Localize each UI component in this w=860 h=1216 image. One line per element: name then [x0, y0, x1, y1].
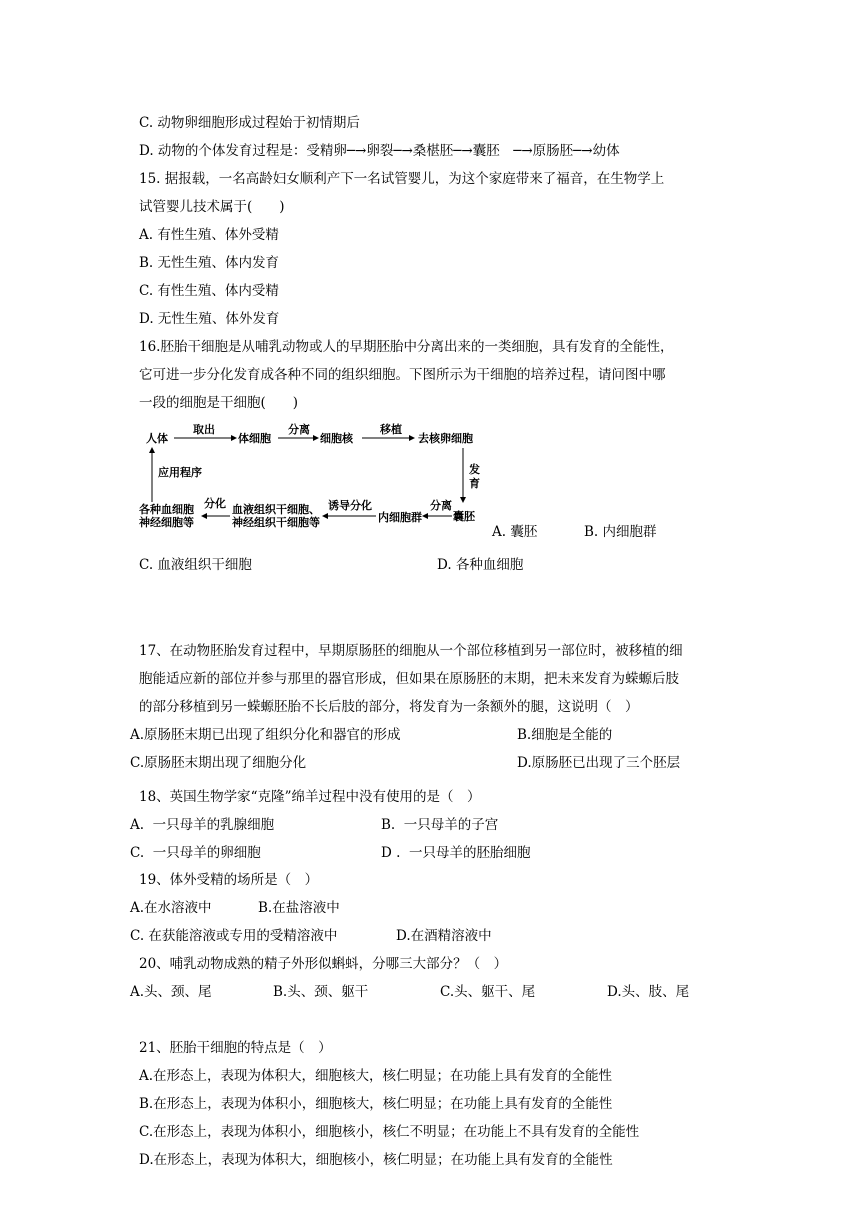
answer-option: C.原肠胚末期出现了细胞分化 — [130, 755, 307, 771]
text-line: D. 动物的个体发育过程是：受精卵─→卵裂─→桑椹胚─→囊胚 ─→原肠胚─→幼体 — [139, 143, 620, 159]
label-youdao: 诱导分化 — [328, 499, 372, 512]
answer-option: A.原肠胚末期已出现了组织分化和器官的形成 — [130, 727, 401, 743]
text-line: 胞能适应新的部位并参与那里的器官形成，但如果在原肠胚的末期，把未来发育为蝾螈后肢 — [139, 671, 679, 687]
node-gezhong2: 神经细胞等 — [139, 516, 194, 529]
node-gezhong1: 各种血细胞 — [139, 503, 194, 516]
node-quhe: 去核卵细胞 — [418, 432, 473, 445]
answer-option: C. 一只母羊的卵细胞 — [130, 845, 261, 861]
text-line: A.在形态上，表现为体积大，细胞核大，核仁明显；在功能上具有发育的全能性 — [139, 1068, 613, 1084]
label-yizhi: 移植 — [380, 423, 402, 436]
text-line: C.在形态上，表现为体积小，细胞核小，核仁不明显；在功能上不具有发育的全能性 — [139, 1124, 640, 1140]
node-xueye2: 神经组织干细胞等 — [232, 516, 320, 529]
label-yingyong: 应用程序 — [158, 466, 202, 479]
answer-option: B.在盐溶液中 — [258, 900, 340, 916]
text-line: D.在形态上，表现为体积大，细胞核小，核仁明显；在功能上具有发育的全能性 — [139, 1152, 613, 1168]
text-line: 试管婴儿技术属于( ) — [139, 199, 285, 215]
answer-option: B.细胞是全能的 — [517, 727, 613, 743]
answer-option: D.在酒精溶液中 — [396, 928, 492, 944]
text-line: D. 无性生殖、体外发育 — [139, 311, 280, 327]
answer-option: A.在水溶液中 — [130, 900, 212, 916]
text-line: 它可进一步分化发育成各种不同的组织细胞。下图所示为干细胞的培养过程，请问图中哪 — [139, 367, 666, 383]
answer-option: D.头、肢、尾 — [607, 984, 690, 1000]
text-line: 16.胚胎干细胞是从哺乳动物或人的早期胚胎中分离出来的一类细胞，具有发育的全能性， — [139, 339, 674, 355]
answer-option: A. 囊胚 — [492, 524, 538, 540]
label-fenhua: 分化 — [204, 497, 226, 510]
node-xueye1: 血液组织干细胞、 — [232, 503, 320, 516]
node-tixibao: 体细胞 — [238, 432, 271, 445]
node-renti: 人体 — [146, 432, 168, 445]
text-line: B. 无性生殖、体内发育 — [139, 255, 280, 271]
text-line: 的部分移植到另一蝾螈胚胎不长后肢的部分，将发育为一条额外的腿，这说明（ ） — [139, 699, 639, 715]
answer-option: C. 在获能溶液或专用的受精溶液中 — [130, 928, 338, 944]
label-fenli: 分离 — [288, 423, 310, 436]
answer-option: C. 血液组织干细胞 — [139, 557, 252, 573]
label-quchu: 取出 — [193, 423, 215, 436]
answer-option: C.头、躯干、尾 — [440, 984, 536, 1000]
answer-option: A. 一只母羊的乳腺细胞 — [130, 817, 275, 833]
text-line: 19、体外受精的场所是（ ） — [139, 872, 319, 888]
node-xibaohe: 细胞核 — [320, 432, 353, 445]
text-line: A. 有性生殖、体外受精 — [139, 227, 279, 243]
answer-option: B. 一只母羊的子宫 — [381, 817, 499, 833]
text-line: 15. 据报载，一名高龄妇女顺利产下一名试管婴儿，为这个家庭带来了福音，在生物学上 — [139, 171, 665, 187]
node-neixibaoqun: 内细胞群 — [378, 511, 422, 524]
node-nangpei: 囊胚 — [453, 510, 475, 523]
text-line: 21、胚胎干细胞的特点是（ ） — [139, 1040, 332, 1056]
text-line: 一段的细胞是干细胞( ) — [139, 395, 299, 411]
answer-option: B.头、颈、躯干 — [273, 984, 369, 1000]
text-line: 20、哺乳动物成熟的精子外形似蝌蚪，分哪三大部分？（ ） — [139, 956, 508, 972]
answer-option: D.原肠胚已出现了三个胚层 — [517, 755, 681, 771]
answer-option: D. 各种血细胞 — [437, 557, 524, 573]
text-line: 17、在动物胚胎发育过程中，早期原肠胚的细胞从一个部位移植到另一部位时，被移植的细 — [139, 643, 683, 659]
label-fenli2: 分离 — [430, 499, 452, 512]
answer-option: A.头、颈、尾 — [130, 984, 212, 1000]
text-line: B.在形态上，表现为体积小，细胞核大，核仁明显；在功能上具有发育的全能性 — [139, 1096, 613, 1112]
text-line: C. 动物卵细胞形成过程始于初情期后 — [139, 115, 360, 131]
stem-cell-culture-diagram — [138, 420, 488, 532]
answer-option: B. 内细胞群 — [584, 524, 657, 540]
text-line: 18、英国生物学家“克隆”绵羊过程中没有使用的是（ ） — [139, 789, 481, 805]
answer-option: D . 一只母羊的胚胎细胞 — [381, 845, 531, 861]
text-line: C. 有性生殖、体内受精 — [139, 283, 279, 299]
label-yu: 育 — [469, 477, 480, 490]
label-fa: 发 — [469, 463, 480, 476]
